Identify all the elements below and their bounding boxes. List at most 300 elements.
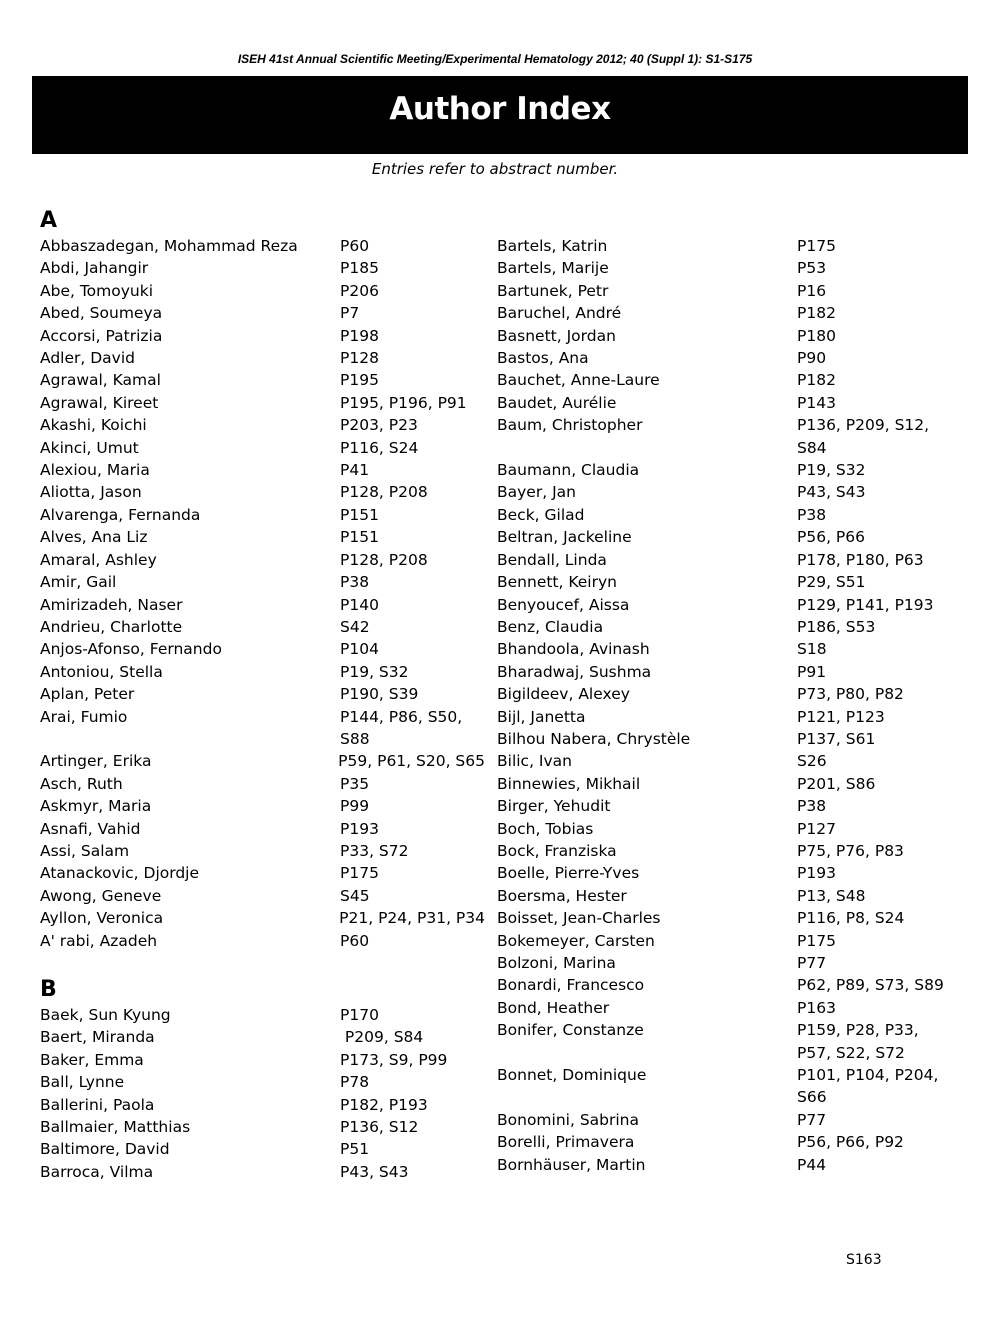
author-name: Bennett, Keiryn	[497, 573, 617, 592]
abstract-refs	[340, 683, 418, 705]
section-letter-a: A	[40, 208, 58, 233]
abstract-ref-line: P163	[797, 998, 836, 1017]
index-entry	[497, 638, 947, 660]
index-entry	[40, 325, 485, 347]
index-entry	[497, 302, 947, 324]
index-entry	[40, 549, 485, 571]
index-entry	[497, 885, 947, 907]
author-name: Abdi, Jahangir	[40, 259, 149, 278]
author-name: Bonnet, Dominique	[497, 1066, 647, 1085]
author-name: Bonomini, Sabrina	[497, 1110, 639, 1129]
index-entry	[497, 1154, 947, 1176]
index-entry	[40, 773, 485, 795]
abstract-refs	[797, 885, 866, 907]
abstract-ref-line: P175	[797, 931, 836, 950]
index-entry	[40, 257, 485, 279]
index-entry	[40, 369, 485, 391]
author-name: Baert, Miranda	[40, 1028, 155, 1047]
author-name: Beck, Gilad	[497, 505, 585, 524]
author-name: Bilhou Nabera, Chrystèle	[497, 729, 691, 748]
abstract-ref-line: P180	[797, 326, 836, 345]
index-entry	[40, 862, 485, 884]
index-entry	[40, 571, 485, 593]
abstract-refs	[340, 437, 418, 459]
abstract-refs	[340, 1004, 379, 1026]
author-name: Baltimore, David	[40, 1140, 170, 1159]
author-name: Ballmaier, Matthias	[40, 1118, 191, 1137]
abstract-refs	[797, 706, 885, 728]
index-entry	[40, 1071, 485, 1093]
index-entry	[40, 818, 485, 840]
index-entry	[40, 235, 485, 257]
abstract-refs	[340, 459, 369, 481]
abstract-ref-line: P38	[797, 505, 827, 524]
abstract-ref-line: P77	[797, 954, 827, 972]
author-name: Bharadwaj, Sushma	[497, 662, 652, 681]
abstract-ref-line: S88	[340, 729, 370, 748]
abstract-refs	[340, 795, 369, 817]
left-column	[40, 206, 485, 1183]
index-entry	[40, 392, 485, 414]
index-entry	[40, 437, 485, 459]
index-entry	[497, 571, 947, 593]
abstract-refs	[797, 280, 826, 302]
abstract-refs	[797, 616, 875, 638]
page-title: Author Index	[389, 91, 611, 127]
abstract-refs	[340, 392, 467, 414]
abstract-refs	[340, 594, 379, 616]
abstract-ref-line: P19, S32	[797, 461, 866, 480]
author-name: Boersma, Hester	[497, 886, 627, 905]
author-name: Asch, Ruth	[40, 774, 123, 793]
abstract-ref-line: P175	[797, 237, 836, 255]
abstract-ref-line: P101, P104, P204,	[797, 1066, 939, 1085]
author-name: Ballerini, Paola	[40, 1095, 155, 1114]
abstract-ref-line: P104	[340, 640, 379, 659]
abstract-ref-line: P29, S51	[797, 573, 866, 592]
abstract-ref-line: P62, P89, S73, S89	[797, 976, 944, 995]
abstract-ref-line: P128	[340, 349, 379, 368]
abstract-ref-line: P116, S24	[340, 438, 419, 457]
index-entry	[497, 369, 947, 391]
abstract-ref-line: P175	[340, 864, 379, 883]
abstract-ref-line: P57, S22, S72	[797, 1043, 905, 1062]
abstract-ref-line: P140	[340, 595, 379, 614]
abstract-ref-line: P144, P86, S50,	[340, 707, 463, 726]
author-name: Askmyr, Maria	[40, 797, 152, 816]
index-note: Entries refer to abstract number.	[371, 160, 619, 178]
abstract-ref-line: P59, P61, S20, S65	[338, 752, 485, 771]
index-entry	[497, 459, 947, 481]
author-name: Bonardi, Francesco	[497, 976, 645, 995]
abstract-refs	[797, 840, 904, 862]
index-entry	[40, 504, 485, 526]
abstract-refs	[797, 773, 875, 795]
abstract-refs	[797, 997, 836, 1019]
index-entry	[497, 661, 947, 683]
index-entry	[497, 526, 947, 548]
author-name: Bock, Franziska	[497, 841, 617, 860]
index-entry	[497, 818, 947, 840]
index-entry	[497, 504, 947, 526]
abstract-refs	[340, 661, 409, 683]
abstract-refs	[340, 862, 379, 884]
abstract-ref-line: P182	[797, 304, 836, 323]
section-a-list	[40, 235, 485, 952]
abstract-ref-line: P182	[797, 371, 836, 390]
index-entry	[40, 1161, 485, 1183]
abstract-ref-line: P143	[797, 393, 836, 412]
abstract-refs	[340, 1161, 409, 1183]
author-name: Boelle, Pierre-Yves	[497, 864, 640, 883]
abstract-ref-line: P178, P180, P63	[797, 550, 924, 569]
abstract-ref-line: P127	[797, 819, 836, 838]
author-name: Boisset, Jean-Charles	[497, 909, 661, 928]
index-entry	[497, 773, 947, 795]
abstract-refs	[797, 302, 836, 324]
abstract-refs	[339, 907, 485, 929]
abstract-refs	[340, 840, 409, 862]
abstract-refs	[797, 862, 836, 884]
abstract-ref-line: P21, P24, P31, P34	[339, 909, 485, 928]
author-name: Baum, Christopher	[497, 416, 643, 435]
author-name: Benz, Claudia	[497, 617, 604, 636]
index-entry	[40, 459, 485, 481]
section-letter-b: B	[40, 977, 57, 1002]
author-name: Abbaszadegan, Mohammad Reza	[40, 237, 298, 255]
author-name: Birger, Yehudit	[497, 797, 611, 816]
author-name: Arai, Fumio	[40, 707, 128, 726]
author-name: Andrieu, Charlotte	[40, 617, 183, 636]
author-name: Bendall, Linda	[497, 550, 607, 569]
author-name: Artinger, Erika	[40, 752, 152, 771]
index-entry	[497, 795, 947, 817]
abstract-ref-line: P193	[797, 864, 836, 883]
author-name: Bolzoni, Marina	[497, 954, 616, 972]
abstract-refs	[340, 818, 379, 840]
index-entry	[497, 952, 947, 974]
index-entry	[40, 706, 485, 751]
author-name: Amir, Gail	[40, 573, 117, 592]
author-name: Amirizadeh, Naser	[40, 595, 183, 614]
index-entry	[497, 907, 947, 929]
abstract-ref-line: P137, S61	[797, 729, 876, 748]
abstract-ref-line: P198	[340, 326, 379, 345]
abstract-refs	[340, 1094, 428, 1116]
abstract-ref-line: S42	[340, 617, 370, 636]
abstract-ref-line: P182, P193	[340, 1095, 428, 1114]
abstract-refs	[340, 526, 379, 548]
abstract-ref-line: P16	[797, 281, 827, 300]
abstract-ref-line: P56, P66, P92	[797, 1133, 904, 1152]
author-name: Aplan, Peter	[40, 685, 135, 704]
abstract-ref-line: P151	[340, 505, 379, 524]
abstract-ref-line: P170	[340, 1006, 379, 1024]
abstract-refs	[797, 504, 826, 526]
abstract-refs	[797, 392, 836, 414]
abstract-ref-line: P35	[340, 774, 370, 793]
index-entry	[40, 594, 485, 616]
author-name: Beltran, Jackeline	[497, 528, 632, 547]
abstract-ref-line: P151	[340, 528, 379, 547]
author-name: Bayer, Jan	[497, 483, 576, 502]
abstract-ref-line: P193	[340, 819, 379, 838]
abstract-refs	[797, 661, 826, 683]
author-name: Agrawal, Kireet	[40, 393, 159, 412]
abstract-refs	[340, 504, 379, 526]
abstract-refs	[797, 907, 904, 929]
abstract-ref-line: P185	[340, 259, 379, 278]
abstract-ref-line: P91	[797, 662, 827, 681]
abstract-ref-line: P136, S12	[340, 1118, 419, 1137]
abstract-refs	[797, 594, 934, 616]
abstract-refs	[340, 347, 379, 369]
abstract-ref-line: P33, S72	[340, 841, 409, 860]
index-entry	[497, 280, 947, 302]
abstract-ref-line: P186, S53	[797, 617, 876, 636]
abstract-refs	[340, 773, 369, 795]
abstract-ref-line: S26	[797, 752, 827, 771]
author-name: Aliotta, Jason	[40, 483, 142, 502]
author-name: Baker, Emma	[40, 1050, 144, 1069]
abstract-refs	[797, 1109, 826, 1131]
abstract-refs	[340, 235, 369, 257]
abstract-refs	[340, 414, 418, 436]
abstract-refs	[797, 235, 836, 257]
author-name: Bokemeyer, Carsten	[497, 931, 655, 950]
index-entry	[40, 280, 485, 302]
section-b-list	[40, 1004, 485, 1183]
index-entry	[497, 594, 947, 616]
author-name: A' rabi, Azadeh	[40, 931, 158, 950]
abstract-refs	[797, 974, 944, 996]
author-name: Baek, Sun Kyung	[40, 1006, 171, 1024]
author-name: Abe, Tomoyuki	[40, 281, 154, 300]
abstract-ref-line: P19, S32	[340, 662, 409, 681]
author-name: Bartunek, Petr	[497, 281, 609, 300]
author-name: Bastos, Ana	[497, 349, 589, 368]
author-name: Baumann, Claudia	[497, 461, 640, 480]
author-name: Bartels, Katrin	[497, 237, 608, 255]
abstract-ref-line: P73, P80, P82	[797, 685, 904, 704]
abstract-ref-line: P206	[340, 281, 379, 300]
author-name: Barroca, Vilma	[40, 1162, 154, 1181]
abstract-refs	[340, 257, 379, 279]
abstract-ref-line: P43, S43	[797, 483, 866, 502]
abstract-refs	[340, 930, 369, 952]
index-entry	[497, 930, 947, 952]
index-entry	[497, 683, 947, 705]
index-entry	[497, 481, 947, 503]
index-entry	[40, 683, 485, 705]
abstract-refs	[340, 1116, 418, 1138]
author-name: Baudet, Aurélie	[497, 393, 617, 412]
abstract-ref-line: P129, P141, P193	[797, 595, 934, 614]
abstract-ref-line: P128, P208	[340, 550, 428, 569]
author-name: Bigildeev, Alexey	[497, 685, 630, 704]
index-entry	[40, 1116, 485, 1138]
abstract-ref-line: P60	[340, 931, 370, 950]
index-entry	[497, 750, 947, 772]
abstract-ref-line: P201, S86	[797, 774, 876, 793]
abstract-refs	[797, 526, 865, 548]
abstract-refs	[797, 369, 836, 391]
abstract-ref-line: S18	[797, 640, 827, 659]
abstract-ref-line: P60	[340, 237, 370, 255]
author-name: Adler, David	[40, 349, 135, 368]
abstract-refs	[797, 683, 904, 705]
index-entry	[40, 414, 485, 436]
index-entry	[40, 1004, 485, 1026]
abstract-ref-line: P78	[340, 1073, 370, 1092]
index-entry	[40, 526, 485, 548]
index-entry	[40, 347, 485, 369]
index-entry	[497, 235, 947, 257]
index-entry	[497, 974, 947, 996]
author-name: Bauchet, Anne-Laure	[497, 371, 660, 390]
abstract-ref-line: P195, P196, P91	[340, 393, 467, 412]
index-entry	[40, 1138, 485, 1160]
author-name: Baruchel, André	[497, 304, 622, 323]
abstract-refs	[797, 549, 924, 571]
author-name: Bilic, Ivan	[497, 752, 572, 771]
abstract-ref-line: S84	[797, 438, 827, 457]
index-entry	[40, 481, 485, 503]
index-entry	[40, 840, 485, 862]
author-name: Basnett, Jordan	[497, 326, 616, 345]
author-name: Awong, Geneve	[40, 886, 162, 905]
title-banner	[32, 76, 968, 154]
abstract-refs	[797, 1019, 919, 1064]
abstract-ref-line: P136, P209, S12,	[797, 416, 930, 435]
index-entry	[40, 750, 485, 772]
abstract-refs	[340, 616, 370, 638]
abstract-refs	[797, 750, 827, 772]
abstract-refs	[340, 1026, 423, 1048]
abstract-ref-line: P44	[797, 1155, 827, 1174]
abstract-refs	[340, 706, 462, 751]
index-entry	[497, 616, 947, 638]
index-entry	[497, 1131, 947, 1153]
author-name: Ball, Lynne	[40, 1073, 125, 1092]
abstract-refs	[340, 571, 369, 593]
abstract-refs	[797, 481, 866, 503]
abstract-ref-line: P90	[797, 349, 827, 368]
abstract-ref-line: P121, P123	[797, 707, 885, 726]
abstract-refs	[797, 952, 826, 974]
right-column	[497, 235, 947, 1176]
index-entry	[497, 392, 947, 414]
author-name: Bhandoola, Avinash	[497, 640, 650, 659]
index-entry	[40, 795, 485, 817]
abstract-refs	[797, 795, 826, 817]
abstract-ref-line: P13, S48	[797, 886, 866, 905]
index-entry	[497, 325, 947, 347]
index-entry	[497, 257, 947, 279]
abstract-ref-line: P209, S84	[340, 1028, 424, 1047]
index-entry	[497, 728, 947, 750]
author-name: Assi, Salam	[40, 841, 130, 860]
abstract-ref-line: P190, S39	[340, 685, 419, 704]
journal-header: ISEH 41st Annual Scientific Meeting/Experimental Hematology 2012; 40 (Suppl 1): S1-S175	[237, 52, 753, 66]
author-name: Benyoucef, Aissa	[497, 595, 630, 614]
abstract-refs	[338, 750, 485, 772]
index-entry	[497, 549, 947, 571]
abstract-refs	[797, 571, 866, 593]
author-name: Borelli, Primavera	[497, 1133, 635, 1152]
abstract-refs	[340, 638, 379, 660]
index-entry	[497, 1019, 947, 1064]
abstract-refs	[797, 930, 836, 952]
index-entry	[40, 638, 485, 660]
index-entry	[40, 302, 485, 324]
author-name: Bijl, Janetta	[497, 707, 586, 726]
index-entry	[497, 706, 947, 728]
abstract-refs	[340, 481, 428, 503]
abstract-refs	[340, 280, 379, 302]
index-entry	[497, 862, 947, 884]
abstract-ref-line: P51	[340, 1140, 370, 1159]
abstract-ref-line: P203, P23	[340, 416, 418, 435]
author-name: Bond, Heather	[497, 998, 610, 1017]
abstract-refs	[797, 347, 826, 369]
index-entry	[40, 885, 485, 907]
author-name: Akinci, Umut	[40, 438, 139, 457]
author-name: Alexiou, Maria	[40, 461, 150, 480]
abstract-ref-line: P77	[797, 1110, 827, 1129]
author-name: Agrawal, Kamal	[40, 371, 161, 390]
author-name: Bartels, Marije	[497, 259, 609, 278]
abstract-refs	[797, 1131, 904, 1153]
abstract-refs	[797, 414, 929, 459]
abstract-ref-line: P75, P76, P83	[797, 841, 904, 860]
abstract-refs	[797, 818, 836, 840]
author-name: Boch, Tobias	[497, 819, 594, 838]
abstract-ref-line: P159, P28, P33,	[797, 1021, 919, 1040]
index-entry	[497, 840, 947, 862]
index-entry	[40, 930, 485, 952]
abstract-ref-line: P38	[797, 797, 827, 816]
abstract-refs	[797, 325, 836, 347]
abstract-refs	[340, 369, 379, 391]
author-name: Abed, Soumeya	[40, 304, 163, 323]
abstract-refs	[797, 1154, 826, 1176]
abstract-ref-line: P56, P66	[797, 528, 865, 547]
abstract-ref-line: P43, S43	[340, 1162, 409, 1181]
index-entry	[40, 1049, 485, 1071]
author-name: Alves, Ana Liz	[40, 528, 148, 547]
abstract-ref-line: S66	[797, 1088, 827, 1107]
abstract-refs	[797, 638, 827, 660]
index-entry	[497, 347, 947, 369]
abstract-ref-line: P173, S9, P99	[340, 1050, 448, 1069]
author-name: Bonifer, Constanze	[497, 1021, 644, 1040]
index-entry	[497, 1064, 947, 1109]
index-entry	[40, 1094, 485, 1116]
abstract-refs	[797, 257, 826, 279]
abstract-ref-line: P128, P208	[340, 483, 428, 502]
abstract-ref-line: P53	[797, 259, 827, 278]
abstract-refs	[340, 1071, 369, 1093]
abstract-ref-line: P41	[340, 461, 370, 480]
abstract-ref-line: P7	[340, 304, 360, 323]
author-name: Accorsi, Patrizia	[40, 326, 163, 345]
abstract-refs	[797, 459, 866, 481]
author-name: Ayllon, Veronica	[40, 909, 164, 928]
abstract-refs	[340, 549, 428, 571]
author-name: Anjos-Afonso, Fernando	[40, 640, 222, 659]
abstract-ref-line: P99	[340, 797, 370, 816]
